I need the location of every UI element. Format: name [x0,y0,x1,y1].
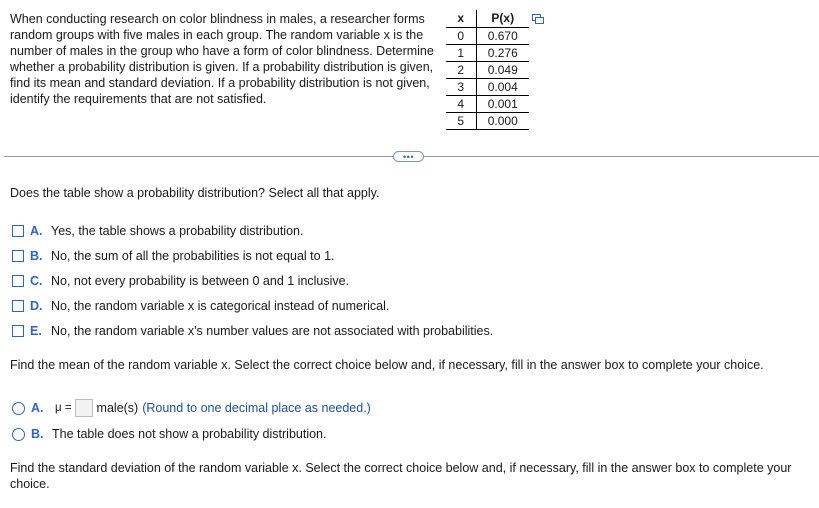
table-cell-x: 4 [446,95,476,112]
q1-option-b[interactable] [12,248,335,264]
checkbox[interactable] [12,250,24,262]
option-text: Yes, the table shows a probability distribution. [51,224,304,238]
table-cell-x: 3 [446,78,476,95]
option-letter: A. [30,224,43,238]
expand-more-button[interactable]: ••• [393,151,424,162]
q2-option-a[interactable] [12,398,371,418]
q1-option-d[interactable] [12,298,389,314]
mu-symbol: μ = [55,402,72,414]
option-letter: C. [30,274,43,288]
option-letter: D. [30,299,43,313]
table-cell-px: 0.000 [476,112,529,129]
table-row [446,27,529,44]
checkbox[interactable] [12,300,24,312]
option-text: No, the sum of all the probabilities is not equal to 1. [51,249,335,263]
option-letter: B. [30,249,43,263]
question2-prompt: Find the mean of the random variable x. Select the correct choice below and, if necessary, fill in the answer box to complete your choice. [10,358,764,372]
q1-option-c[interactable] [12,273,349,289]
table-cell-x: 1 [446,44,476,61]
table-cell-px: 0.004 [476,78,529,95]
probability-table [446,10,529,130]
checkbox[interactable] [12,275,24,287]
table-cell-px: 0.001 [476,95,529,112]
table-row [446,44,529,61]
table-cell-px: 0.670 [476,27,529,44]
radio-button[interactable] [12,402,25,415]
table-row [446,61,529,78]
option-text: No, the random variable x's number values are not associated with probabilities. [51,324,494,338]
table-cell-px: 0.049 [476,61,529,78]
table-row [446,78,529,95]
table-header-x: x [446,10,476,27]
question1-prompt: Does the table show a probability distribution? Select all that apply. [10,186,380,200]
question3-prompt: Find the standard deviation of the random variable x. Select the correct choice below and, if necessary, fill in the answer box to complete your choice. [10,461,792,491]
checkbox[interactable] [12,225,24,237]
q2-option-b[interactable] [12,426,326,442]
table-row [446,112,529,129]
option-text: No, not every probability is between 0 and 1 inclusive. [51,274,350,288]
checkbox[interactable] [12,325,24,337]
mean-answer-input[interactable] [75,399,93,417]
table-cell-px: 0.276 [476,44,529,61]
option-text: No, the random variable x is categorical instead of numerical. [51,299,390,313]
table-header-px: P(x) [476,10,529,27]
table-cell-x: 5 [446,112,476,129]
table-cell-x: 0 [446,27,476,44]
copy-table-icon[interactable] [532,14,544,24]
table-cell-x: 2 [446,61,476,78]
problem-statement: When conducting research on color blindness in males, a researcher forms random groups with five males in each group. The random variable x is the number of males in the group who have a form of color blindness. Determine whether a probability distribution is given. If a probability distribution is given, find its mean and standard deviation. If a probability distribution is not given, identify the requirements that are not satisfied. [10,12,434,106]
radio-button[interactable] [12,428,25,441]
option-letter: E. [30,324,42,338]
rounding-hint: (Round to one decimal place as needed.) [142,401,371,415]
q1-option-a[interactable] [12,223,303,239]
option-text: The table does not show a probability distribution. [52,427,327,441]
unit-label: male(s) [96,401,139,415]
q1-option-e[interactable] [12,323,493,339]
table-row [446,95,529,112]
option-letter: A. [31,401,44,415]
option-letter: B. [31,427,44,441]
